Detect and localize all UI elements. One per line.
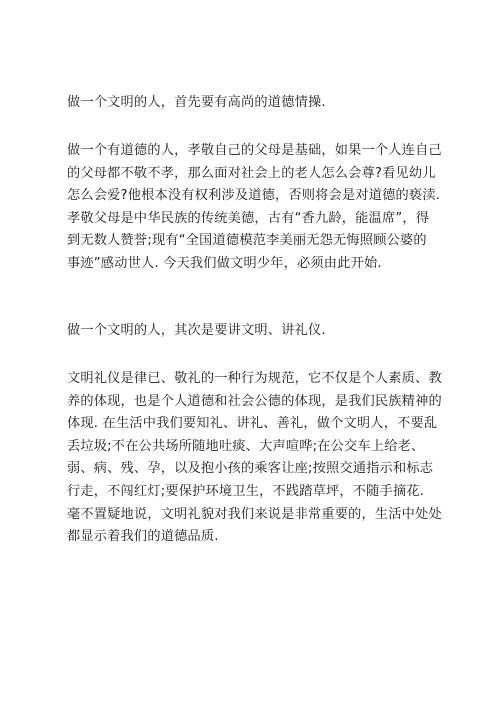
text-line: 做一个文明的人，首先要有高尚的道德情操. xyxy=(67,95,326,110)
text-line: 到无数人赞誉;现有“全国道德模范李美丽无怨无悔照顾公婆的 xyxy=(67,233,427,249)
text-line: 体现. 在生活中我们要知礼、讲礼、善礼，做个文明人，不要乱 xyxy=(67,416,438,432)
paragraph-1 xyxy=(67,92,447,115)
text-line: 做一个有道德的人，孝敬自己的父母是基础，如果一个人连自己 xyxy=(67,143,442,158)
paragraph-3 xyxy=(67,320,447,343)
text-line: 养的体现，也是个人道德和社会公德的体现，是我们民族精神的 xyxy=(67,393,442,409)
text-line: 怎么会爱?他根本没有权利涉及道德，否则将会是对道德的亵渎. xyxy=(67,188,441,204)
text-line: 文明礼仪是律已、敬礼的一种行为规范，它不仅是个人素质、教 xyxy=(67,371,442,386)
text-line: 丢垃圾;不在公共场所随地吐痰、大声喧哗;在公交车上给老、 xyxy=(67,438,425,454)
text-line: 的父母都不敬不孝，那么面对社会上的老人怎么会尊?看见幼儿 xyxy=(67,165,436,181)
text-line: 毫不置疑地说，文明礼貌对我们来说是非常重要的，生活中处处 xyxy=(67,506,442,522)
text-line: 都显示着我们的道德品质. xyxy=(67,529,219,545)
text-line: 弱、病、残、孕，以及抱小孩的乘客让座;按照交通指示和标志 xyxy=(67,461,434,477)
text-line: 事迹”感动世人. 今天我们做文明少年，必须由此开始. xyxy=(67,255,382,271)
text-line: 做一个文明的人，其次是要讲文明、讲礼仪. xyxy=(67,323,326,338)
text-line: 孝敬父母是中华民族的传统美德，古有“香九龄，能温席”，得 xyxy=(67,210,430,226)
paragraph-2 xyxy=(67,140,447,276)
paragraph-4 xyxy=(67,368,447,549)
text-line: 行走，不闯红灯;要保护环境卫生，不践踏草坪，不随手摘花. xyxy=(67,483,425,499)
